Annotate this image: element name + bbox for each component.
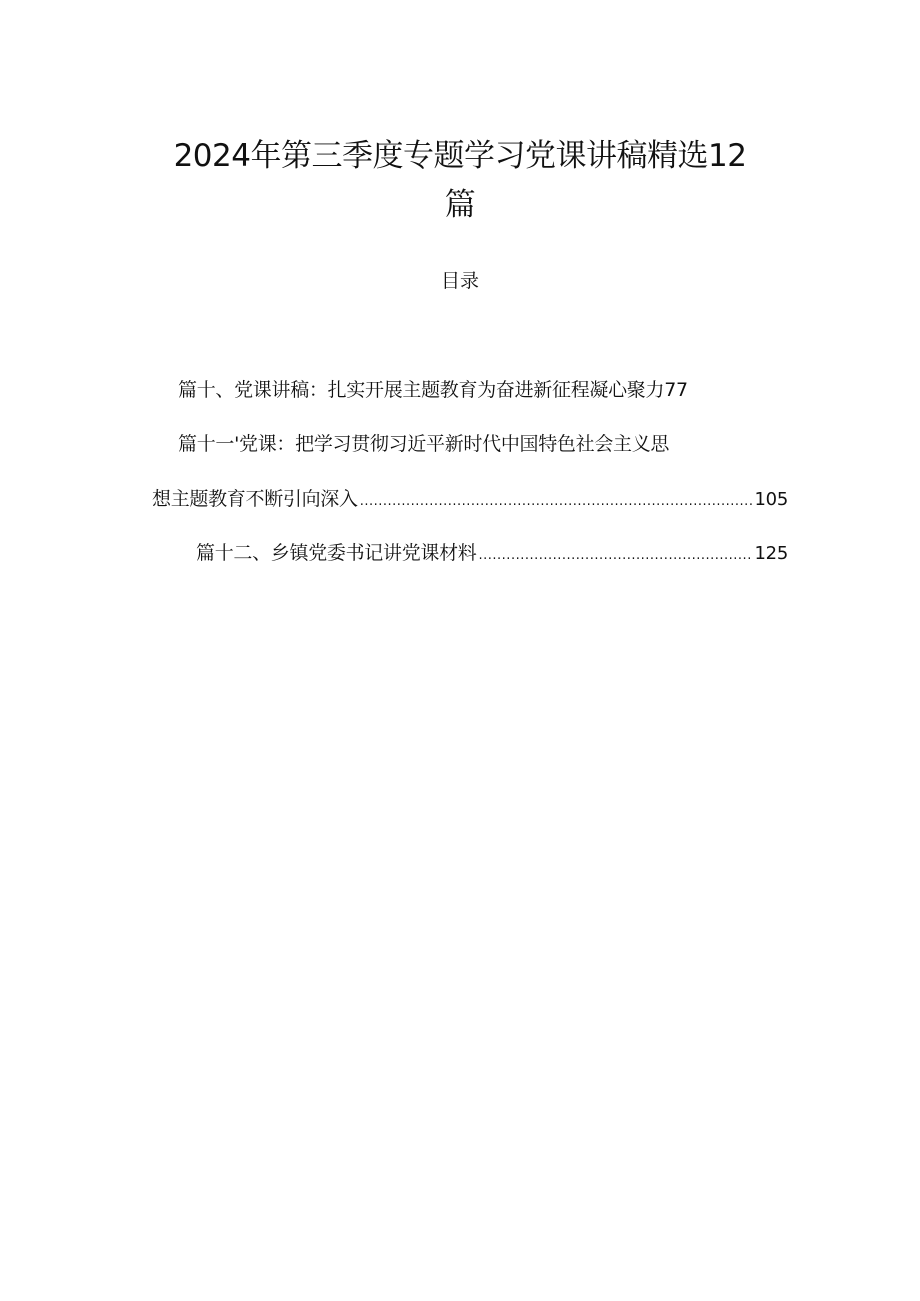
toc-entry[interactable] [196, 544, 788, 563]
toc-entry[interactable] [152, 490, 788, 509]
toc-dot-leader [360, 495, 753, 508]
toc-heading: 目录 [440, 270, 479, 292]
toc-dot-leader [479, 549, 753, 562]
toc-entry-text: 篇十二、乡镇党委书记讲党课材料 [196, 542, 477, 564]
toc-entry[interactable] [178, 381, 688, 400]
toc-entry[interactable] [178, 435, 669, 454]
document-title-line-1: 2024年第三季度专题学习党课讲稿精选12 [173, 138, 747, 174]
toc-page-number: 105 [754, 489, 788, 510]
toc-entry-text: 篇十、党课讲稿：扎实开展主题教育为奋进新征程凝心聚力77 [178, 379, 688, 401]
toc-entry-text: 想主题教育不断引向深入 [152, 488, 358, 510]
toc-page-number: 125 [754, 543, 788, 564]
document-title-line-2: 篇 [444, 187, 476, 223]
toc-entry-text: 篇十一'党课：把学习贯彻习近平新时代中国特色社会主义思 [178, 433, 670, 455]
